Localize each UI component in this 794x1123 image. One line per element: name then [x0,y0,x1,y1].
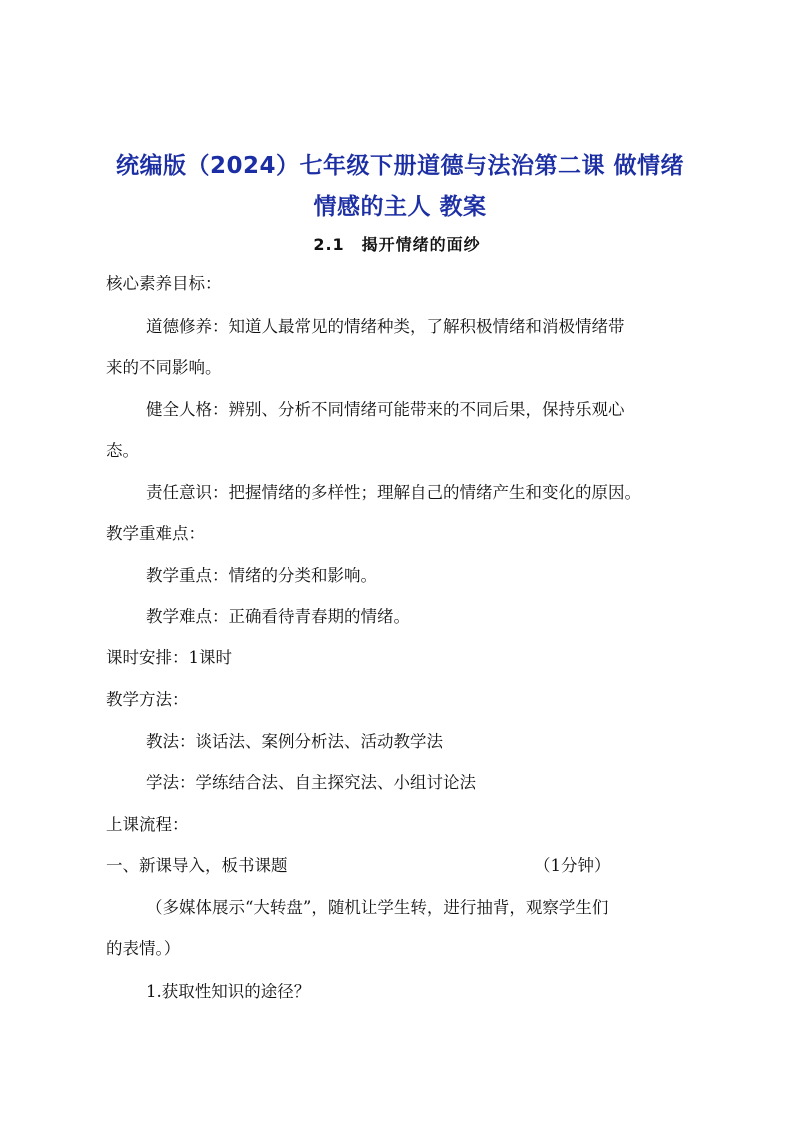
teaching-method: 教法：谈话法、案例分析法、活动教学法 [146,732,443,751]
step1-time: （1分钟） [534,856,611,875]
methods-heading: 教学方法： [106,690,189,709]
document-title-line-1: 统编版（2024）七年级下册道德与法治第二课 做情绪 [115,153,685,179]
key-points-heading: 教学重难点： [106,524,205,543]
process-heading: 上课流程： [106,815,189,834]
responsibility-goal: 责任意识：把握情绪的多样性；理解自己的情绪产生和变化的原因。 [146,483,641,502]
section-heading: 2.1 揭开情绪的面纱 [313,235,481,254]
moral-goal-line-1: 道德修养：知道人最常见的情绪种类，了解积极情绪和消极情绪带 [146,317,625,336]
core-goals-heading: 核心素养目标： [106,274,222,293]
personality-goal-line-2: 态。 [106,441,139,460]
lesson-schedule: 课时安排：1课时 [106,648,232,667]
difficult-point: 教学难点：正确看待青春期的情绪。 [146,607,410,626]
step1-title: 一、新课导入，板书课题 [106,856,288,875]
step1-description-line-1: （多媒体展示“大转盘”，随机让学生转，进行抽背，观察学生们 [146,898,609,917]
personality-goal-line-1: 健全人格：辨别、分析不同情绪可能带来的不同后果，保持乐观心 [146,400,625,419]
document-title-line-2: 情感的主人 教案 [313,194,487,220]
learning-method: 学法：学练结合法、自主探究法、小组讨论法 [146,773,476,792]
step1-description-line-2: 的表情。） [106,939,181,958]
moral-goal-line-2: 来的不同影响。 [106,358,222,377]
question-1: 1.获取性知识的途径？ [146,982,311,1001]
key-point: 教学重点：情绪的分类和影响。 [146,566,377,585]
